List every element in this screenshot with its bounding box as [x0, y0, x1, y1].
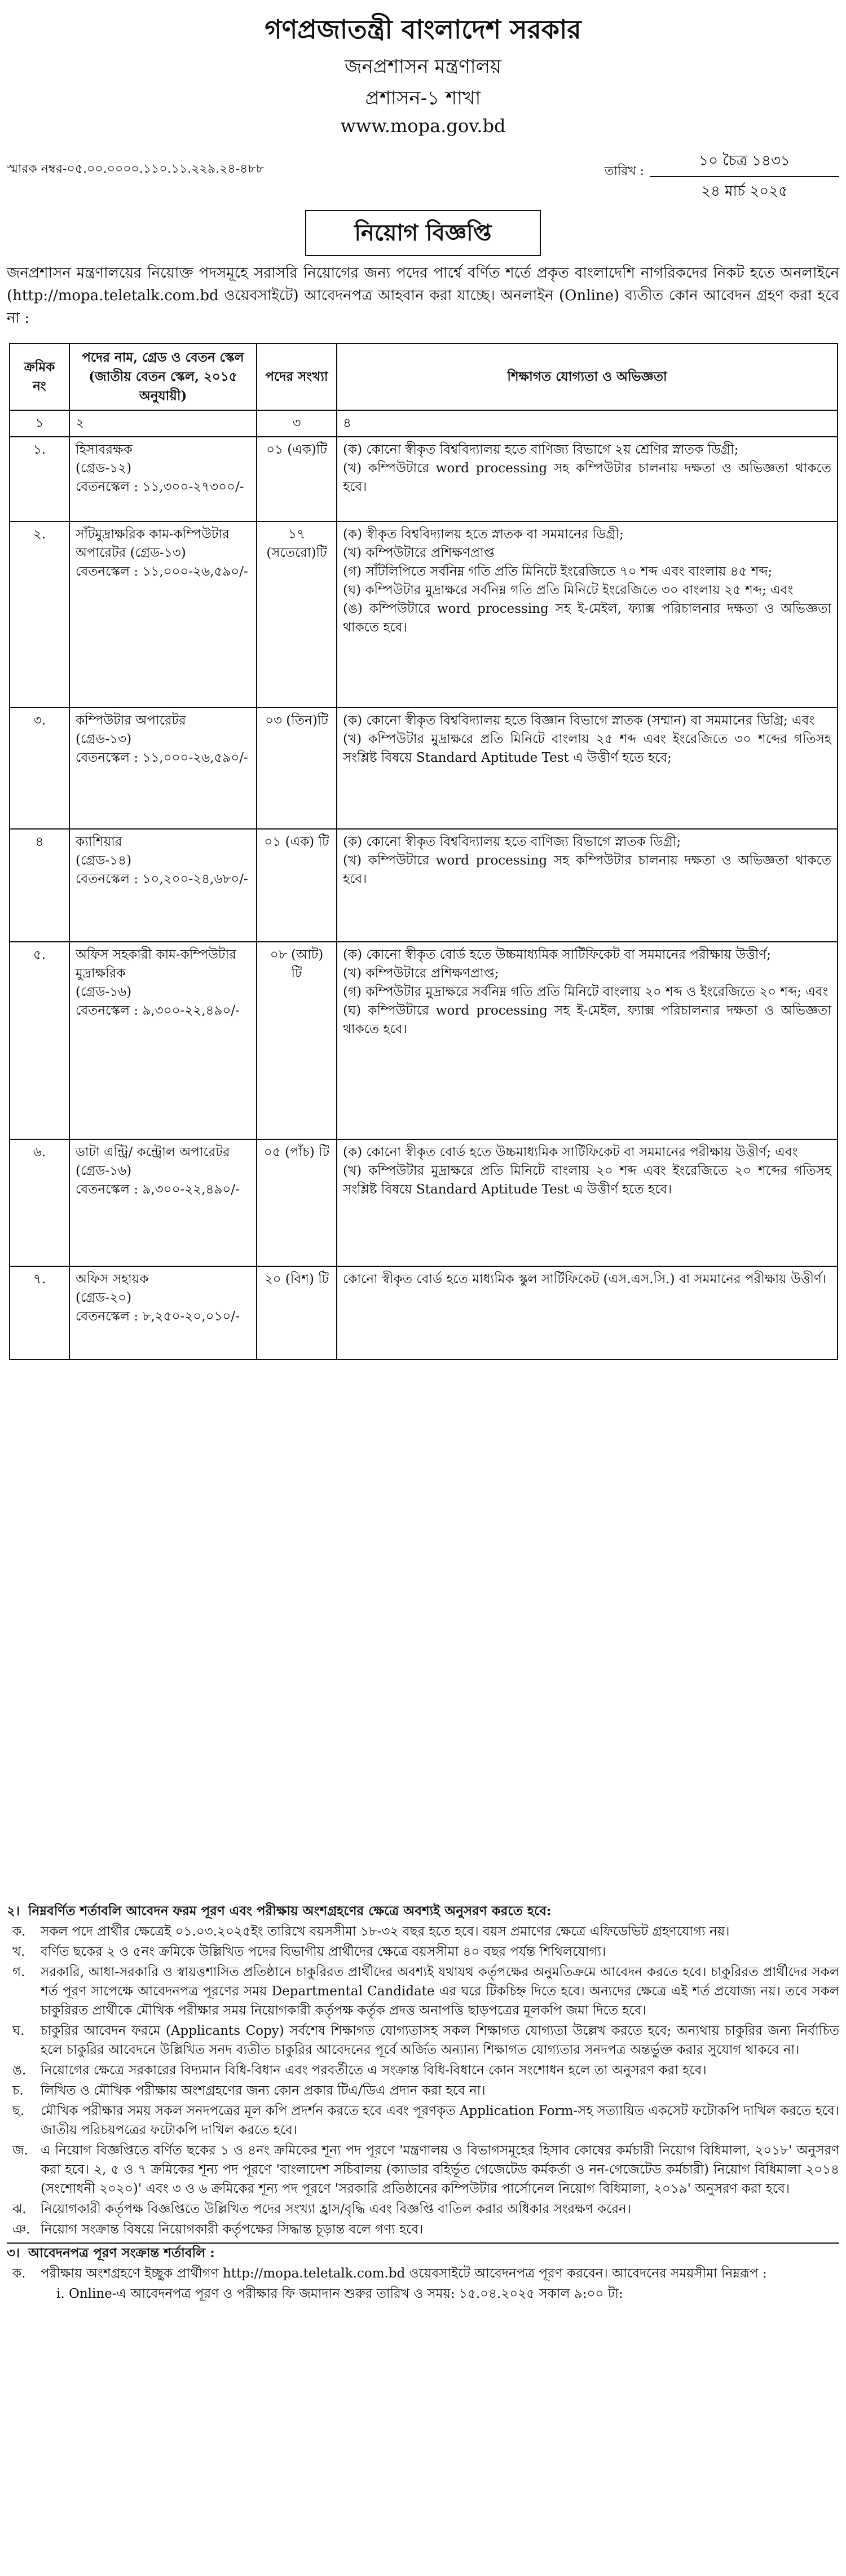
post-post-name: অফিস সহায়ক [76, 1272, 149, 1287]
post-grade: (গ্রেড-১৩) [76, 732, 132, 747]
table-row [10, 1139, 838, 1266]
date-english: ২৪ মার্চ ২০২৫ [701, 183, 788, 200]
website-link[interactable]: www.mopa.gov.bd [340, 115, 506, 137]
column-number: ৪ [337, 410, 838, 437]
header-serial: ক্রমিক নং [10, 344, 69, 410]
post-post-name: অফিস সহকারী কাম-কম্পিউটার মুদ্রাক্ষরিক [76, 947, 236, 981]
row-serial: ২. [10, 521, 69, 708]
post-scale: বেতনস্কেল : ১১,০০০-২৬,৫৯০/- [76, 751, 248, 765]
section-title: নিম্নবর্ণিত শর্তাবলি আবেদন ফরম পূরণ এবং পরীক্ষায় অংশগ্রহণের ক্ষেত্রে অবশ্যই অনুসরণ করতে হবে: [28, 1903, 552, 1919]
section-number: ২। [7, 1903, 20, 1919]
row-serial: ৫. [10, 942, 69, 1139]
section-number: ৩। [7, 2245, 20, 2261]
table-row [10, 942, 838, 1139]
wing-name: প্রশাসন-১ শাখা [365, 87, 481, 109]
condition-item [7, 2061, 839, 2080]
condition-text: সরকারি, আধা-সরকারি ও স্বায়ত্তশাসিত প্রতিষ্ঠানে চাকুরিরত প্রার্থীদের অবশ্যই যথাযথ কর্তৃপক্ষের অনুমতিক্রমে আবেদন করতে হবে। চাকুরিরত প্রার্থীদের সকল শর্ত পূরণ সাপেক্ষে আবেদনপত্র পূরণের সময় Departmental Candidate এর ঘরে টিকচিহ্ন দিতে হবে। অন্যদের ক্ষেত্রে এই শর্ত প্রযোজ্য নয়। তবে সকল চাকুরিরত প্রার্থীকে মৌখিক পরীক্ষার সময় নিয়োগকারী কর্তৃপক্ষ কর্তৃক প্রদত্ত অনাপত্তি ছাড়পত্রের মূলকপি জমা দিতে হবে। [41, 1965, 839, 2018]
table-row [10, 437, 838, 521]
condition-label: ক. [12, 2266, 26, 2281]
condition-item [7, 1922, 839, 1941]
memo-number: স্মারক নম্বর-০৫.০০.০০০০.১১০.১১.২২৯.২৪-৪৮৮ [7, 162, 264, 176]
row-post [69, 437, 257, 521]
section-2-title [7, 1902, 839, 1921]
row-qualifications [337, 1139, 838, 1266]
row-count: ০৫ (পাঁচ) টি [257, 1139, 337, 1266]
column-number-row [10, 410, 838, 437]
condition-label: ক. [12, 1924, 26, 1939]
condition-text: এ নিয়োগ বিজ্ঞপ্তিতে বর্ণিত ছকের ১ ও ৪নং ক্রমিকের শূন্য পদ পূরণে 'মন্ত্রণালয় ও বিভাগসমূহের হিসাব কোষের কর্মচারী নিয়োগ বিধিমালা, ২০১৮' অনুসরণ করা হবে। ২, ৫ ও ৭ ক্রমিকের শূন্য পদ পূরণে 'বাংলাদেশ সচিবালয় (ক্যাডার বহির্ভূত গেজেটেড কর্মকর্তা ও নন-গেজেটেড কর্মচারী) নিয়োগ বিধিমালা ২০১৪ (সংশোধনী ২০২০)' এবং ৩ ও ৬ ক্রমিকের শূন্য পদ পূরণে 'সরকারি প্রতিষ্ঠানের কম্পিউটার পার্সোনেল নিয়োগ বিধিমালা, ২০১৯' অনুসরণ করা হবে। [41, 2143, 839, 2196]
condition-item [7, 2264, 839, 2283]
qualification-item: (খ) কম্পিউটার মুদ্রাক্ষরে প্রতি মিনিটে বাংলায় ২৫ শব্দ এবং ইংরেজিতে ৩০ শব্দের গতিসহ সংশ্লিষ্ট বিষয়ে Standard Aptitude Test এ উত্তীর্ণ হতে হবে; [343, 732, 831, 765]
header-count: পদের সংখ্যা [257, 344, 337, 410]
condition-item [7, 2200, 839, 2219]
post-grade: (গ্রেড-১৬) [76, 1164, 132, 1178]
row-serial: ৭. [10, 1266, 69, 1359]
row-qualifications [337, 708, 838, 829]
row-serial: ৪ [10, 829, 69, 942]
qualification-item: (ঘ) কম্পিউটার মুদ্রাক্ষরে সর্বনিম্ন গতি প্রতি মিনিটে ইংরেজিতে ৩০ বাংলায় ২৫ শব্দ; এবং [343, 583, 794, 598]
qualification-item: (ক) কোনো স্বীকৃত বিশ্ববিদ্যালয় হতে বাণিজ্য বিভাগে স্নাতক ডিগ্রী; [343, 835, 681, 849]
column-number: ১ [10, 410, 69, 437]
qualification-item: (ক) কোনো স্বীকৃত বিশ্ববিদ্যালয় হতে বিজ্ঞান বিভাগে স্নাতক (সম্মান) বা সমমানের ডিগ্রি; এবং [343, 713, 815, 728]
condition-label: ঞ. [12, 2222, 30, 2237]
row-post [69, 521, 257, 708]
row-qualifications [337, 521, 838, 708]
qualification-item: (খ) কম্পিউটারে প্রশিক্ষণপ্রাপ্ত [343, 546, 495, 560]
row-count: ১৭ (সতেরো)টি [257, 521, 337, 708]
condition-label: খ. [12, 1945, 25, 1959]
condition-text: নিয়োগকারী কর্তৃপক্ষ বিজ্ঞপ্তিতে উল্লিখিত পদের সংখ্যা হ্রাস/বৃদ্ধি এবং বিজ্ঞপ্তি বাতিল করার অধিকার সংরক্ষণ করেন। [41, 2202, 631, 2217]
table-row [10, 708, 838, 829]
qualification-item: (ক) স্বীকৃত বিশ্ববিদ্যালয় হতে স্নাতক বা সমমানের ডিগ্রী; [343, 527, 624, 542]
condition-item [7, 2021, 839, 2060]
column-number: ৩ [257, 410, 337, 437]
row-post [69, 942, 257, 1139]
condition-text: নিয়োগের ক্ষেত্রে সরকারের বিদ্যমান বিধি-বিধান এবং পরবর্তীতে এ সংক্রান্ত বিধি-বিধানে কোন সংশোধন হলে তা অনুসরণ করা হবে। [41, 2063, 707, 2078]
condition-item [7, 2101, 839, 2140]
qualification-item: (গ) কম্পিউটার মুদ্রাক্ষরে সর্বনিম্ন গতি প্রতি মিনিটে বাংলায় ২০ শব্দ ও ইংরেজিতে ২০ শব্দ; এবং [343, 985, 829, 999]
table-row [10, 1266, 838, 1359]
condition-text: চাকুরির আবেদন ফরমে (Applicants Copy) সর্বশেষ শিক্ষাগত যোগ্যতাসহ সকল শিক্ষাগত যোগ্যতা উল্লেখ করতে হবে; অন্যথায় চাকুরির জন্য নির্বাচিত হলে চাকুরির আবেদনে উল্লিখিত সনদ ব্যতীত চাকুরির আবেদনের পূর্বে অর্জিত অন্যান্য শিক্ষাগত যোগ্যতার সনদপত্র অন্তর্ভুক্ত করার সুযোগ থাকবে না। [41, 2024, 839, 2057]
row-post [69, 829, 257, 942]
row-count: ০১ (এক)টি [257, 437, 337, 521]
condition-label: জ. [12, 2143, 28, 2158]
qualification-item: (খ) কম্পিউটারে word processing সহ কম্পিউটার চালনায় দক্ষতা ও অভিজ্ঞতা থাকতে হবে। [343, 461, 831, 494]
row-serial: ৬. [10, 1139, 69, 1266]
ministry-name: জনপ্রশাসন মন্ত্রণালয় [345, 55, 501, 78]
condition-label: ঝ. [12, 2202, 27, 2217]
table-row [10, 521, 838, 708]
government-name: গণপ্রজাতন্ত্রী বাংলাদেশ সরকার [265, 14, 581, 45]
table-header-row [10, 344, 838, 410]
qualification-item: (খ) কম্পিউটার মুদ্রাক্ষরে প্রতি মিনিটে বাংলায় ২০ শব্দ এবং ইংরেজিতে ২০ শব্দের গতিসহ সংশ্লিষ্ট বিষয়ে Standard Aptitude Test এ উত্তীর্ণ হতে হবে। [343, 1164, 831, 1197]
section-3-items [7, 2264, 839, 2283]
date-bangla: ১০ চৈত্র ১৪৩১ [650, 148, 839, 177]
row-qualifications [337, 1266, 838, 1359]
post-post-name: কম্পিউটার অপারেটর [76, 713, 186, 728]
header-qualification: শিক্ষাগত যোগ্যতা ও অভিজ্ঞতা [337, 344, 838, 410]
date-label: তারিখ : [605, 164, 645, 178]
qualification-item: (খ) কম্পিউটারে প্রশিক্ষণপ্রাপ্ত; [343, 966, 499, 981]
condition-item [7, 2141, 839, 2198]
row-count: ০৩ (তিন)টি [257, 708, 337, 829]
row-qualifications [337, 942, 838, 1139]
conditions [7, 1902, 839, 2303]
condition-label: ছ. [12, 2104, 25, 2118]
condition-text: লিখিত ও মৌখিক পরীক্ষায় অংশগ্রহণের জন্য কোন প্রকার টিএ/ডিএ প্রদান করা হবে না। [41, 2083, 486, 2098]
post-rows [10, 437, 838, 1359]
condition-item [7, 1963, 839, 2020]
posts-table [9, 343, 838, 1360]
condition-text: নিয়োগ সংক্রান্ত বিষয়ে নিয়োগকারী কর্তৃপক্ষের সিদ্ধান্ত চূড়ান্ত বলে গণ্য হবে। [41, 2222, 424, 2237]
qualification-item: (খ) কম্পিউটারে word processing সহ কম্পিউটার চালনায় দক্ষতা ও অভিজ্ঞতা থাকতে হবে। [343, 853, 831, 887]
section-3-title [7, 2243, 839, 2263]
post-grade: (গ্রেড-১২) [76, 461, 132, 476]
post-scale: বেতনস্কেল : ৯,৩০০-২২,৪৯০/- [76, 1003, 240, 1018]
condition-label: গ. [12, 1965, 25, 1980]
condition-label: ঙ. [12, 2063, 27, 2078]
intro-paragraph: জনপ্রশাসন মন্ত্রণালয়ের নিয়োক্ত পদসমূহে সরাসরি নিয়োগের জন্য পদের পার্শ্বে বর্ণিত শর্তে প্রকৃত বাংলাদেশি নাগরিকদের নিকট হতে অনলাইনে (http://mopa.teletalk.com.bd ওয়েবসাইটে) আবেদনপত্র আহবান করা যাচ্ছে। অনলাইন (Online) ব্যতীত কোন আবেদন গ্রহণ করা হবে না : [7, 265, 839, 327]
post-post-name: ডাটা এন্ট্রি/ কন্ট্রোল অপারেটর [76, 1145, 230, 1160]
row-post [69, 1139, 257, 1266]
condition-label: ঘ. [12, 2024, 25, 2038]
row-qualifications [337, 437, 838, 521]
qualification-item: (ক) কোনো স্বীকৃত বিশ্ববিদ্যালয় হতে বাণিজ্য বিভাগে ২য় শ্রেণির স্নাতক ডিগ্রী; [343, 442, 739, 457]
table-row [10, 829, 838, 942]
row-serial: ১. [10, 437, 69, 521]
post-grade: (গ্রেড-১৪) [76, 853, 132, 868]
header-post: পদের নাম, গ্রেড ও বেতন স্কেল (জাতীয় বেতন স্কেল, ২০১৫ অনুযায়ী) [69, 344, 257, 410]
row-count: ২০ (বিশ) টি [257, 1266, 337, 1359]
post-grade: (গ্রেড-২০) [76, 1291, 132, 1305]
post-scale: বেতনস্কেল : ৯,৩০০-২২,৪৯০/- [76, 1182, 240, 1197]
condition-text: সকল পদে প্রার্থীর ক্ষেত্রেই ০১.০৩.২০২৫ইং তারিখে বয়সসীমা ১৮-৩২ বছর হতে হবে। বয়স প্রমাণের ক্ষেত্রে এফিডেভিট গ্রহণযোগ্য নয়। [41, 1924, 730, 1939]
row-count: ০৮ (আট) টি [257, 942, 337, 1139]
qualification-item: (গ) সাঁটলিপিতে সর্বনিম্ন গতি প্রতি মিনিটে ইংরেজিতে ৭০ শব্দ এবং বাংলায় ৪৫ শব্দ; [343, 564, 773, 579]
post-post-name: হিসাবরক্ষক [76, 442, 133, 457]
qualification-item: (ক) কোনো স্বীকৃত বোর্ড হতে উচ্চমাধ্যমিক সার্টিফিকেট বা সমমানের পরীক্ষায় উত্তীর্ণ; [343, 947, 771, 962]
date-block [650, 148, 839, 207]
row-qualifications [337, 829, 838, 942]
post-grade: (গ্রেড-১৬) [76, 985, 132, 999]
section-title: আবেদনপত্র পূরণ সংক্রান্ত শর্তাবলি : [28, 2245, 215, 2261]
row-post [69, 708, 257, 829]
application-timeline [7, 2284, 839, 2303]
post-post-name: ক্যাশিয়ার [76, 835, 122, 849]
post-scale: বেতনস্কেল : ১০,২০০-২৪,৬৮০/- [76, 872, 248, 887]
post-scale: বেতনস্কেল : ৮,২৫০-২০,০১০/- [76, 1309, 240, 1324]
condition-item [7, 1942, 839, 1961]
qualification-item: কোনো স্বীকৃত বোর্ড হতে মাধ্যমিক স্কুল সার্টিফিকেট (এস.এস.সি.) বা সমমানের পরীক্ষায় উত্তীর্ণ। [343, 1272, 827, 1287]
post-post-name: সাঁটমুদ্রাক্ষরিক কাম-কম্পিউটার অপারেটর (গ্রেড-১৩) [76, 527, 230, 560]
row-count: ০১ (এক) টি [257, 829, 337, 942]
condition-item [7, 2081, 839, 2100]
condition-label: চ. [12, 2083, 24, 2098]
qualification-item: (ঙ) কম্পিউটারে word processing সহ ই-মেইল, ফ্যাক্স পরিচালনার দক্ষতা ও অভিজ্ঞতা থাকতে হবে। [343, 602, 831, 635]
condition-text: মৌখিক পরীক্ষার সময় সকল সনদপত্রের মূল কপি প্রদর্শন করতে হবে এবং পূরণকৃত Application Form-সহ সত্যায়িত একসেট ফটোকপি দাখিল করতে হবে। জাতীয় পরিচয়পত্রের ফটোকপি দাখিল করতে হবে। [41, 2104, 839, 2138]
condition-item [7, 2220, 839, 2239]
post-scale: বেতনস্কেল : ১১,৩০০-২৭৩০০/- [76, 480, 244, 494]
page-title: নিয়োগ বিজ্ঞপ্তি [305, 210, 541, 256]
row-serial: ৩. [10, 708, 69, 829]
section-2-items [7, 1922, 839, 2239]
row-post [69, 1266, 257, 1359]
condition-text: বর্ণিত ছকের ২ ও ৫নং ক্রমিকে উল্লিখিত পদের বিভাগীয় প্রার্থীদের ক্ষেত্রে বয়সসীমা ৪০ বছর পর্যন্ত শিথিলযোগ্য। [41, 1945, 606, 1959]
column-number: ২ [69, 410, 257, 437]
post-scale: বেতনস্কেল : ১১,০০০-২৬,৫৯০/- [76, 564, 248, 579]
qualification-item: (ক) কোনো স্বীকৃত বোর্ড হতে উচ্চমাধ্যমিক সার্টিফিকেট বা সমমানের পরীক্ষায় উত্তীর্ণ; এবং [343, 1145, 798, 1160]
qualification-item: (ঘ) কম্পিউটারে word processing সহ ই-মেইল, ফ্যাক্স পরিচালনার দক্ষতা ও অভিজ্ঞতা থাকতে হবে। [343, 1003, 831, 1037]
condition-text: পরীক্ষায় অংশগ্রহণে ইচ্ছুক প্রার্থীগণ http://mopa.teletalk.com.bd ওয়েবসাইটে আবেদনপত্র পূরণ করবেন। আবেদনের সময়সীমা নিম্নরূপ : [41, 2266, 767, 2281]
timeline-text: i. Online-এ আবেদনপত্র পূরণ ও পরীক্ষার ফি জমাদান শুরুর তারিখ ও সময়: ১৫.০৪.২০২৫ সকাল ৯:০০ টা: [56, 2287, 623, 2301]
